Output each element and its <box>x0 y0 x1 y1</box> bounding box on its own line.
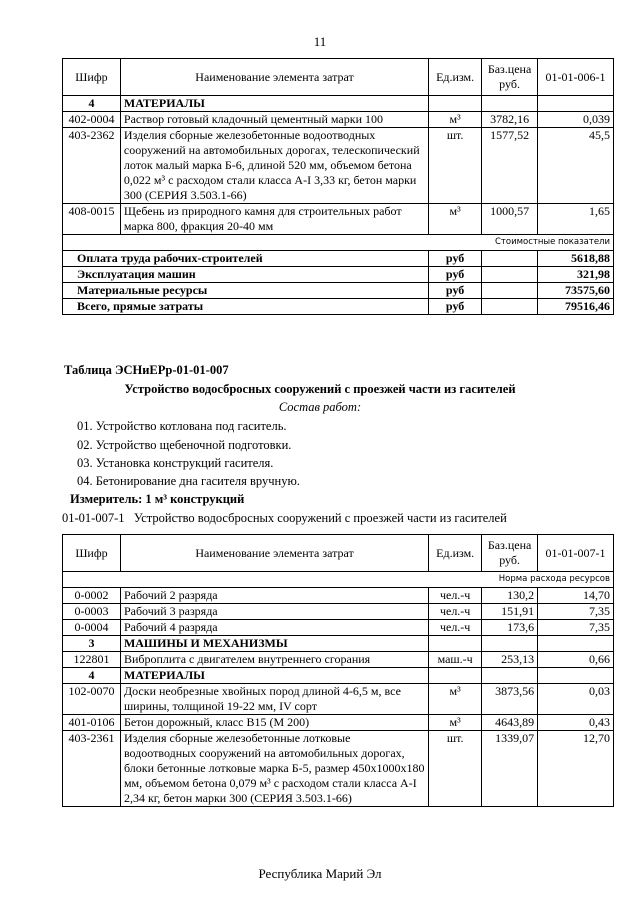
table-row <box>63 204 614 235</box>
row-value: 7,35 <box>538 604 614 620</box>
row-value: 0,03 <box>538 684 614 715</box>
table-row <box>63 715 614 731</box>
row-price: 1577,52 <box>482 128 538 204</box>
total-unit: руб <box>429 267 482 283</box>
row-name: Бетон дорожный, класс В15 (М 200) <box>120 715 428 731</box>
row-name: Изделия сборные железобетонные водоотводных сооружений на автомобильных дорогах, телескопический лоток малый марка Б-6, длиной 520 мм, объемом бетона 0,022 м³ с расходом стали класса А-I 3,33 кг, бетон марки 300 (СЕРИЯ 3.503.1-66) <box>120 128 428 204</box>
work-item: 02. Устройство щебеночной подготовки. <box>77 438 292 452</box>
row-value: 1,65 <box>538 204 614 235</box>
total-value: 79516,46 <box>538 299 614 315</box>
row-value: 14,70 <box>538 588 614 604</box>
total-label: Оплата труда рабочих-строителей <box>63 251 429 267</box>
header-code: Шифр <box>63 59 121 96</box>
page-number: 11 <box>313 34 327 49</box>
row-name: Рабочий 4 разряда <box>120 620 428 636</box>
norm-line: 01-01-007-1 Устройство водосбросных сооружений с проезжей части из гасителей <box>62 511 507 525</box>
total-label: Эксплуатация машин <box>63 267 429 283</box>
table-header <box>63 59 614 96</box>
row-code: 102-0070 <box>63 684 121 715</box>
row-unit: маш.-ч <box>429 652 482 668</box>
header-name: Наименование элемента затрат <box>120 59 428 96</box>
norm-label-row <box>63 572 614 588</box>
total-unit: руб <box>429 251 482 267</box>
row-code: 0-0002 <box>63 588 121 604</box>
row-price: 3873,56 <box>482 684 538 715</box>
row-name: Рабочий 3 разряда <box>120 604 428 620</box>
row-price: 1000,57 <box>482 204 538 235</box>
total-unit: руб <box>429 283 482 299</box>
header-code: Шифр <box>63 535 121 572</box>
table-header <box>63 535 614 572</box>
header-name: Наименование элемента затрат <box>120 535 428 572</box>
row-code: 401-0106 <box>63 715 121 731</box>
section-row <box>63 668 614 684</box>
table-row <box>63 128 614 204</box>
row-unit: чел.-ч <box>429 588 482 604</box>
row-value: 0,66 <box>538 652 614 668</box>
table-row <box>63 684 614 715</box>
table-row <box>63 620 614 636</box>
row-code: 403-2362 <box>63 128 121 204</box>
row-name: Доски необрезные хвойных пород длиной 4-6,5 м, все ширины, толщиной 19-22 мм, IV сорт <box>120 684 428 715</box>
section-number: 4 <box>63 96 121 112</box>
row-code: 403-2361 <box>63 731 121 807</box>
section-number: 4 <box>63 668 121 684</box>
row-name: Виброплита с двигателем внутреннего сгорания <box>120 652 428 668</box>
section-number: 3 <box>63 636 121 652</box>
header-unit: Ед.изм. <box>429 59 482 96</box>
row-unit: чел.-ч <box>429 604 482 620</box>
work-item: 01. Устройство котлована под гаситель. <box>77 419 287 433</box>
row-unit: м³ <box>429 715 482 731</box>
header-unit: Ед.изм. <box>429 535 482 572</box>
resource-table-2 <box>62 534 614 807</box>
row-code: 0-0003 <box>63 604 121 620</box>
row-value: 0,43 <box>538 715 614 731</box>
section-row <box>63 636 614 652</box>
table-title: Таблица ЭСНиЕРр-01-01-007 <box>64 363 229 377</box>
row-name: Рабочий 2 разряда <box>120 588 428 604</box>
row-price: 173,6 <box>482 620 538 636</box>
section-row <box>63 96 614 112</box>
total-value: 321,98 <box>538 267 614 283</box>
row-value: 7,35 <box>538 620 614 636</box>
row-value: 12,70 <box>538 731 614 807</box>
table-row <box>63 588 614 604</box>
total-row <box>63 267 614 283</box>
total-unit: руб <box>429 299 482 315</box>
row-price: 1339,07 <box>482 731 538 807</box>
total-row <box>63 299 614 315</box>
row-unit: м³ <box>429 112 482 128</box>
total-label: Материальные ресурсы <box>63 283 429 299</box>
header-norm: 01-01-007-1 <box>538 535 614 572</box>
row-value: 0,039 <box>538 112 614 128</box>
header-price: Баз.цена руб. <box>482 59 538 96</box>
row-unit: м³ <box>429 684 482 715</box>
row-value: 45,5 <box>538 128 614 204</box>
table-row <box>63 652 614 668</box>
row-unit: шт. <box>429 128 482 204</box>
row-code: 408-0015 <box>63 204 121 235</box>
cost-label: Стоимостные показатели <box>63 235 614 251</box>
section-heading: Устройство водосбросных сооружений с проезжей части из гасителей <box>124 382 516 396</box>
row-name: Изделия сборные железобетонные лотковые водоотводных сооружений на автомобильных дорогах, блоки бетонные лотковые марка Б-5, размер 450х1000х180 мм, объемом бетона 0,079 м³ с расходом стали класса А-I 2,34 кг, бетон марки 300 (СЕРИЯ 3.503.1-66) <box>120 731 428 807</box>
total-value: 5618,88 <box>538 251 614 267</box>
row-unit: м³ <box>429 204 482 235</box>
row-name: Раствор готовый кладочный цементный марки 100 <box>120 112 428 128</box>
resource-table-1 <box>62 58 614 315</box>
table-row <box>63 112 614 128</box>
cost-label-row <box>63 235 614 251</box>
row-price: 151,91 <box>482 604 538 620</box>
table-row <box>63 604 614 620</box>
footer-region: Республика Марий Эл <box>258 866 382 881</box>
section-title: МАТЕРИАЛЫ <box>120 96 428 112</box>
header-price: Баз.цена руб. <box>482 535 538 572</box>
norm-label: Норма расхода ресурсов <box>63 572 614 588</box>
row-unit: чел.-ч <box>429 620 482 636</box>
total-label: Всего, прямые затраты <box>63 299 429 315</box>
total-value: 73575,60 <box>538 283 614 299</box>
row-price: 130,2 <box>482 588 538 604</box>
row-price: 3782,16 <box>482 112 538 128</box>
work-item: 03. Установка конструкций гасителя. <box>77 456 274 470</box>
section-title: МАТЕРИАЛЫ <box>120 668 428 684</box>
row-code: 122801 <box>63 652 121 668</box>
row-price: 253,13 <box>482 652 538 668</box>
measure-unit: Измеритель: 1 м³ конструкций <box>70 492 245 506</box>
row-code: 402-0004 <box>63 112 121 128</box>
table-row <box>63 731 614 807</box>
total-row <box>63 251 614 267</box>
total-row <box>63 283 614 299</box>
row-code: 0-0004 <box>63 620 121 636</box>
row-unit: шт. <box>429 731 482 807</box>
header-norm: 01-01-006-1 <box>538 59 614 96</box>
section-title: МАШИНЫ И МЕХАНИЗМЫ <box>120 636 428 652</box>
row-price: 4643,89 <box>482 715 538 731</box>
work-item: 04. Бетонирование дна гасителя вручную. <box>77 474 300 488</box>
work-composition-title: Состав работ: <box>278 400 362 414</box>
row-name: Щебень из природного камня для строительных работ марка 800, фракция 20-40 мм <box>120 204 428 235</box>
